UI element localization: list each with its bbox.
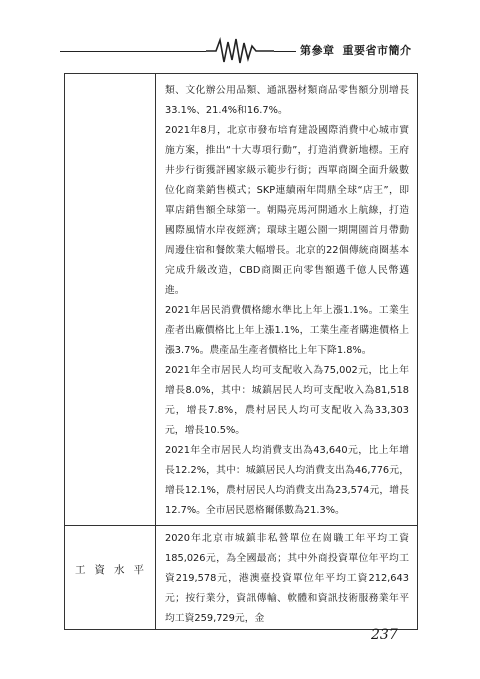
row-content-cell	[156, 74, 418, 526]
row-content-cell	[156, 526, 418, 630]
page-header	[0, 0, 480, 70]
table-row	[65, 526, 418, 630]
chapter-label: 第參章	[300, 44, 335, 57]
paragraph: 2020年北京市城鎮非私營單位在崗職工年平均工資185,026元，為全國最高；其中外商投資單位年平均工資219,578元，港澳臺投資單位年平均工資212,643元；按行業分，資訊傳輸、軟體和資訊技術服務業年平均工資259,729元，金	[165, 533, 409, 624]
row-label: 工資水平	[75, 564, 153, 576]
paragraph: 2021年全市居民人均可支配收入為75,002元，比上年增長8.0%，其中：城鎮居民人均可支配收入為81,518元，增長7.8%，農村居民人均可支配收入為33,303元，增長10.5%。	[165, 365, 409, 436]
paragraph: 2021年居民消費價格總水準比上年上漲1.1%。工業生產者出廠價格比上年上漲1.1%，工業生產者購進價格上漲3.7%。農產品生產者價格比上年下降1.8%。	[165, 305, 409, 356]
header-title	[296, 42, 416, 60]
paragraph: 2021年8月，北京市發布培育建設國際消費中心城市實施方案，推出“十大專項行動”，打造消費新地標。王府井步行街獲評國家級示範步行街；西單商圈全面升級數位化商業銷售模式；SKP連續兩年問鼎全球“店王”，即單店銷售額全球第一。朝陽亮馬河開通水上航線，打造國際風情水岸夜經濟；環球主題公園一期開園首月帶動周邊住宿和餐飲業大幅增長。北京的22個傳統商圈基本完成升級改造，CBD商圈正向零售額邁千億人民幣邁進。	[165, 125, 409, 296]
section-title: 重要省市簡介	[342, 44, 412, 57]
table-row	[65, 74, 418, 526]
paragraph: 類、文化辦公用品類、通訊器材類商品零售額分別增長33.1%、21.4%和16.7%。	[165, 85, 409, 116]
page-number: 237	[371, 627, 398, 643]
paragraph: 2021年全市居民人均消費支出為43,640元，比上年增長12.2%，其中：城鎮居民人均消費支出為46,776元，增長12.1%，農村居民人均消費支出為23,574元，增長12.7%。全市居民恩格爾係數為21.3%。	[165, 445, 409, 516]
row-label-cell	[65, 74, 156, 526]
heartbeat-wave-icon	[206, 36, 274, 66]
content-table	[64, 73, 418, 630]
row-label-cell	[65, 526, 156, 630]
